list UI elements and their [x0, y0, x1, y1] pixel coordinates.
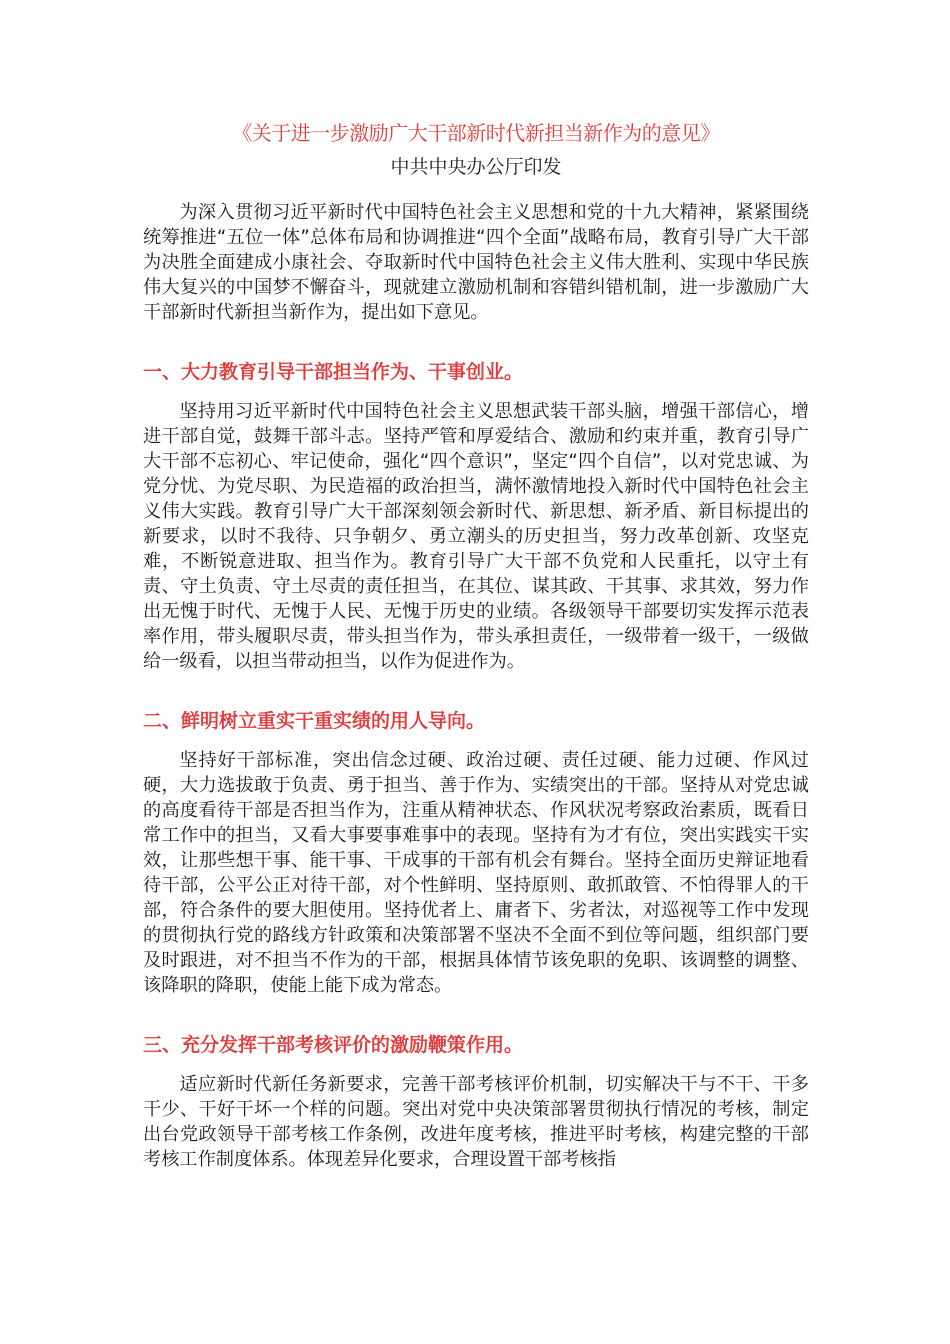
- intro-paragraph: 为深入贯彻习近平新时代中国特色社会主义思想和党的十九大精神，紧紧围绕统筹推进“五位一体”总体布局和协调推进“四个全面”战略布局，教育引导广大干部为决胜全面建成小康社会、夺取新时代中国特色社会主义伟大胜利、实现中华民族伟大复兴的中国梦不懈奋斗，现就建立激励机制和容错纠错机制，进一步激励广大干部新时代新担当新作为，提出如下意见。: [143, 202, 809, 323]
- document-issuer: 中共中央办公厅印发: [390, 156, 562, 178]
- section-body-2: 坚持好干部标准，突出信念过硬、政治过硬、责任过硬、能力过硬、作风过硬，大力选拔敢于负责、勇于担当、善于作为、实绩突出的干部。坚持从对党忠诚的高度看待干部是否担当作为，注重从精神状态、作风状况考察政治素质，既看日常工作中的担当，又看大事要事难事中的表现。坚持有为才有位，突出实践实干实效，让那些想干事、能干事、干成事的干部有机会有舞台。坚持全面历史辩证地看待干部，公平公正对待干部，对个性鲜明、坚持原则、敢抓敢管、不怕得罪人的干部，符合条件的要大胆使用。坚持优者上、庸者下、劣者汰，对巡视等工作中发现的贯彻执行党的路线方针政策和决策部署不坚决不全面不到位等问题，组织部门要及时跟进，对不担当不作为的干部，根据具体情节该免职的免职、该调整的调整、该降职的降职，使能上能下成为常态。: [143, 750, 809, 996]
- section-heading-1: 一、大力教育引导干部担当作为、干事创业。: [143, 361, 524, 383]
- section-heading-2: 二、鲜明树立重实干重实绩的用人导向。: [143, 710, 486, 732]
- section-body-3: 适应新时代新任务新要求，完善干部考核评价机制，切实解决干与不干、干多干少、干好干坏一个样的问题。突出对党中央决策部署贯彻执行情况的考核，制定出台党政领导干部考核工作条例，改进年度考核，推进平时考核，构建完整的干部考核工作制度体系。体现差异化要求，合理设置干部考核指: [143, 1074, 809, 1170]
- section-body-1: 坚持用习近平新时代中国特色社会主义思想武装干部头脑，增强干部信心，增进干部自觉，鼓舞干部斗志。坚持严管和厚爱结合、激励和约束并重，教育引导广大干部不忘初心、牢记使命，强化“四个意识”，坚定“四个自信”，以对党忠诚、为党分忧、为党尽职、为民造福的政治担当，满怀激情地投入新时代中国特色社会主义伟大实践。教育引导广大干部深刻领会新时代、新思想、新矛盾、新目标提出的新要求，以时不我待、只争朝夕、勇立潮头的历史担当，努力改革创新、攻坚克难，不断锐意进取、担当作为。教育引导广大干部不负党和人民重托，以守土有责、守土负责、守土尽责的责任担当，在其位、谋其政、干其事、求其效，努力作出无愧于时代、无愧于人民、无愧于历史的业绩。各级领导干部要切实发挥示范表率作用，带头履职尽责，带头担当作为，带头承担责任，一级带着一级干，一级做给一级看，以担当带动担当，以作为促进作为。: [143, 401, 809, 672]
- document-title: 《关于进一步激励广大干部新时代新担当新作为的意见》: [232, 121, 720, 145]
- document-page: [143, 118, 809, 1172]
- section-heading-3: 三、充分发挥干部考核评价的激励鞭策作用。: [143, 1034, 524, 1056]
